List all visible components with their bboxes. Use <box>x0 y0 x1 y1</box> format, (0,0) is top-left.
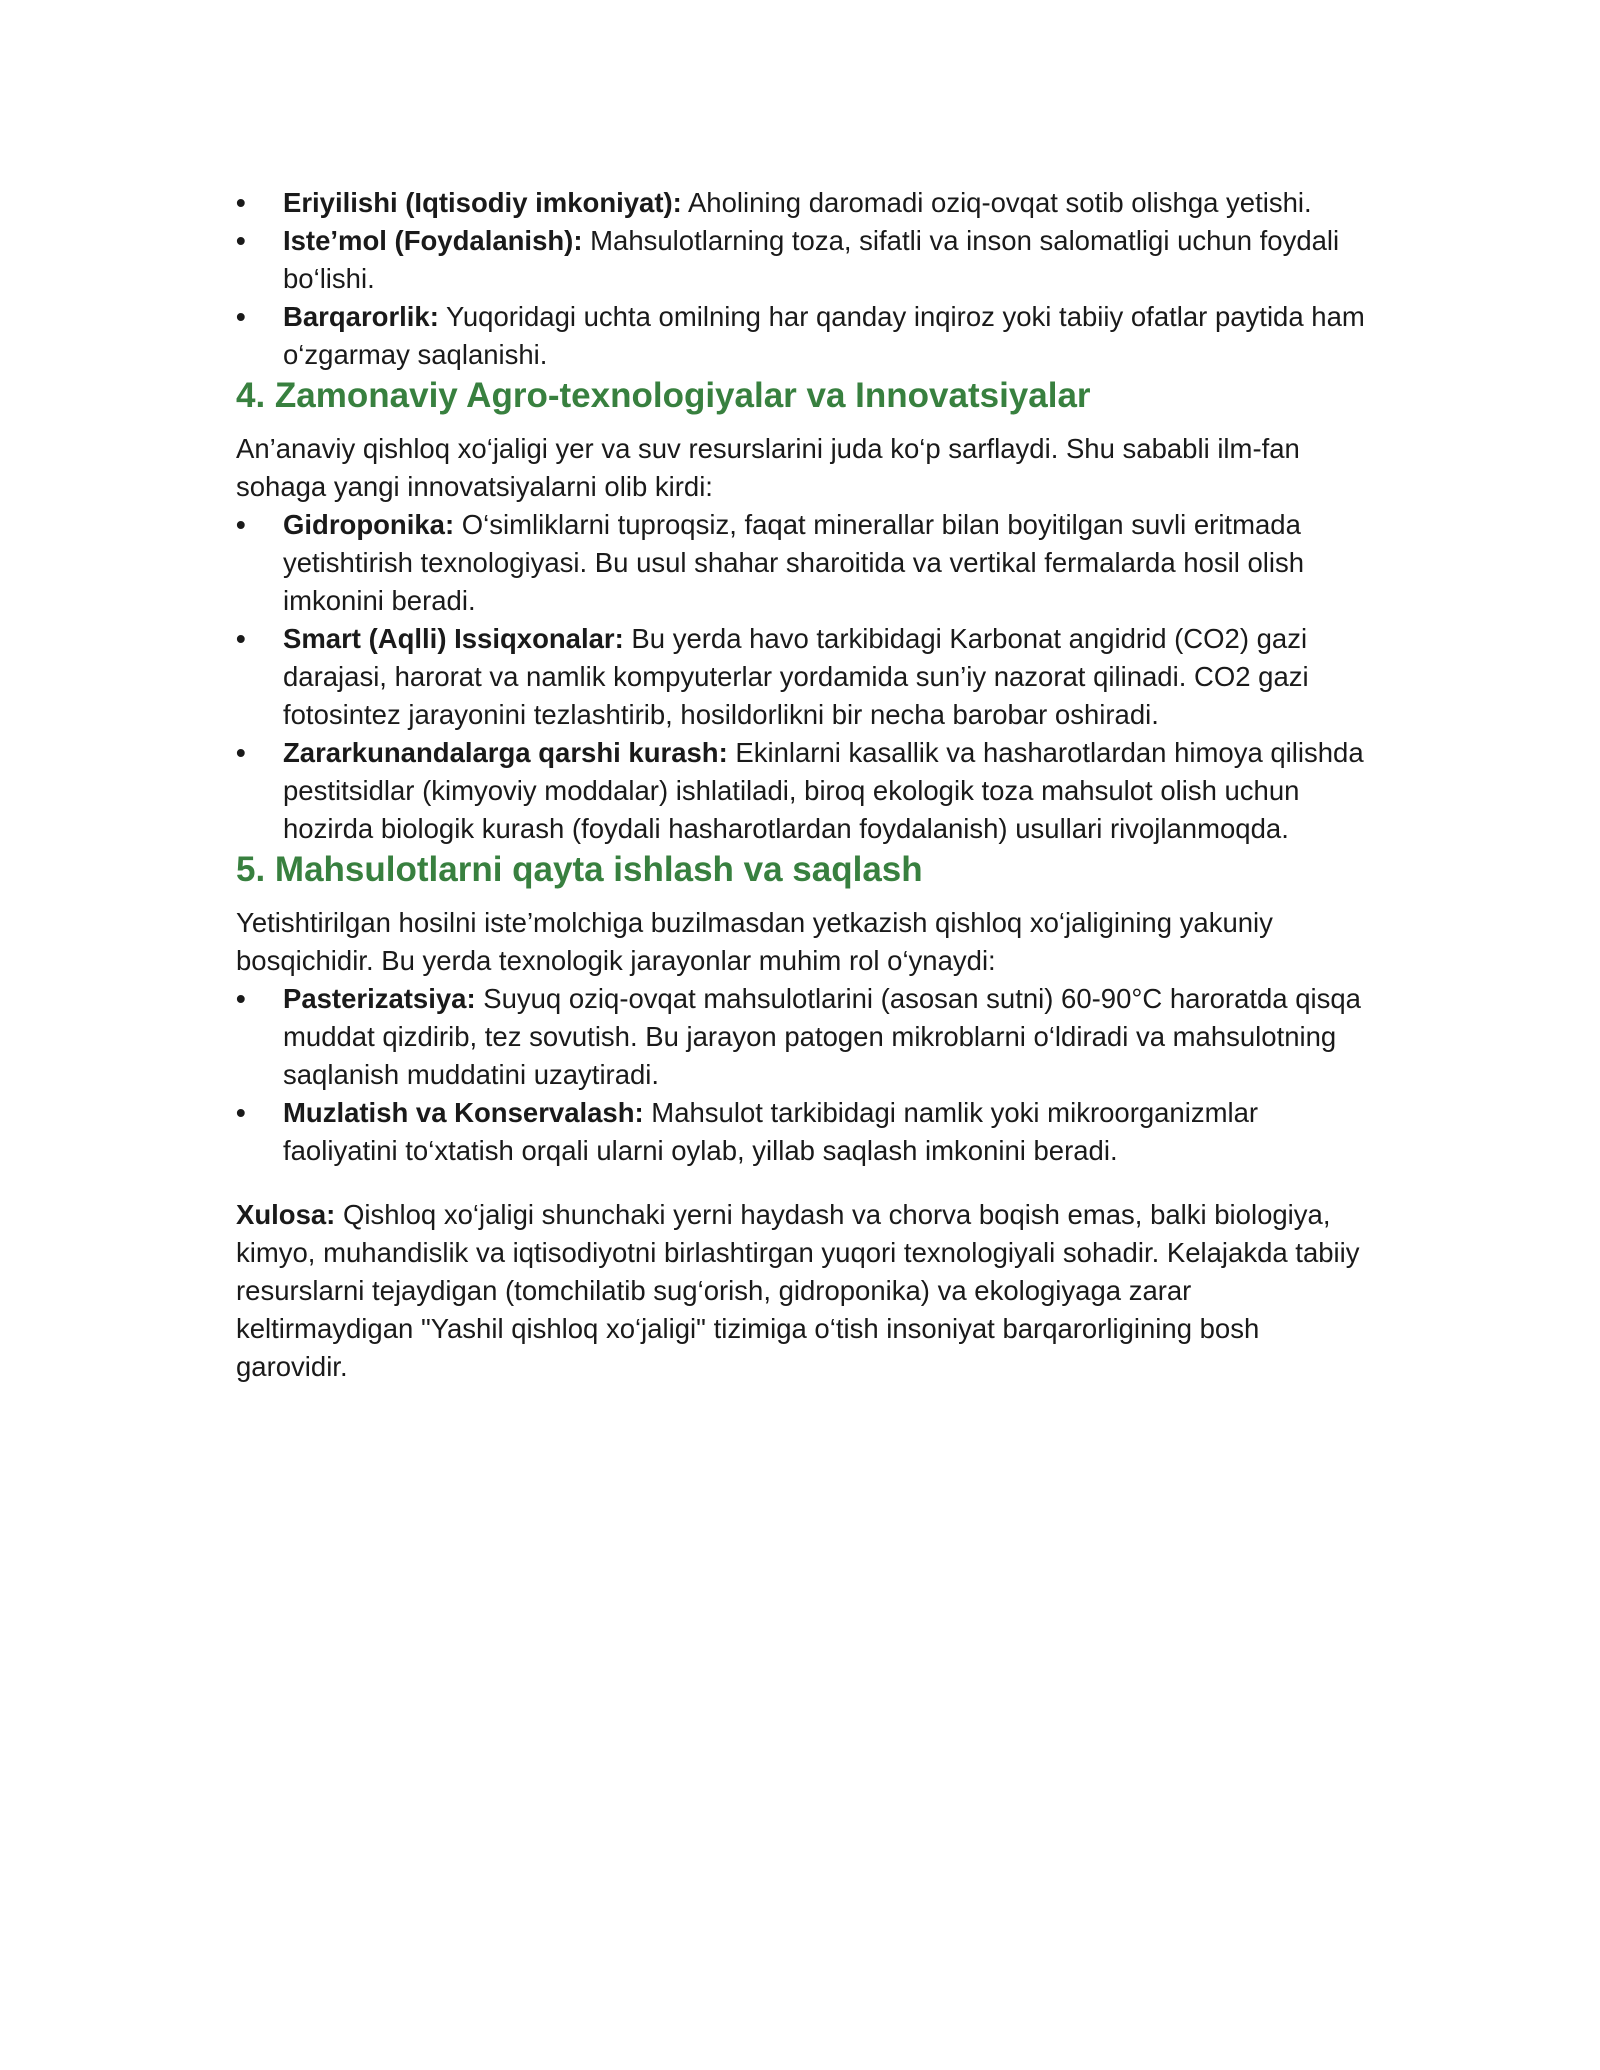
list-item-text: Bu yerda havo tarkibidagi Karbonat angidrid (CO2) gazi darajasi, harorat va namlik kompyuterlar yordamida sun’iy nazorat qilinadi. CO2 gazi fotosintez jarayonini tezlashtirib, hosildorlikni bir necha barobar oshiradi. <box>283 623 1309 730</box>
list-item-term: Muzlatish va Konservalash: <box>283 1097 644 1128</box>
agro-technologies-bullet-list <box>236 506 1371 848</box>
bullet-icon: • <box>236 1097 246 1128</box>
document-page <box>236 184 1371 1386</box>
list-item <box>236 506 1371 620</box>
list-item-text: Yuqoridagi uchta omilning har qanday inqiroz yoki tabiiy ofatlar paytida ham o‘zgarmay saqlanishi. <box>283 301 1365 370</box>
list-item-term: Smart (Aqlli) Issiqxonalar: <box>283 623 624 654</box>
list-item <box>236 980 1371 1094</box>
bullet-icon: • <box>236 225 246 256</box>
conclusion-term: Xulosa: <box>236 1199 336 1230</box>
list-item <box>236 620 1371 734</box>
list-item-text: O‘simliklarni tuproqsiz, faqat minerallar bilan boyitilgan suvli eritmada yetishtirish texnologiyasi. Bu usul shahar sharoitida va vertikal fermalarda hosil olish imkonini beradi. <box>283 509 1305 616</box>
section-heading-processing-storage: 5. Mahsulotlarni qayta ishlash va saqlash <box>236 850 923 889</box>
list-item-text: Mahsulotlarning toza, sifatli va inson salomatligi uchun foydali bo‘lishi. <box>283 225 1340 294</box>
list-item <box>236 184 1371 222</box>
bullet-icon: • <box>236 737 246 768</box>
bullet-icon: • <box>236 509 246 540</box>
list-item-text: Ekinlarni kasallik va hasharotlardan himoya qilishda pestitsidlar (kimyoviy moddalar) ishlatiladi, biroq ekologik toza mahsulot olish uchun hozirda biologik kurash (foydali hasharotlardan foydalanish) usullari rivojlanmoqda. <box>283 737 1364 844</box>
list-item-term: Zararkunandalarga qarshi kurash: <box>283 737 728 768</box>
list-item <box>236 298 1371 374</box>
section-heading-agro-technologies: 4. Zamonaviy Agro-texnologiyalar va Innovatsiyalar <box>236 376 1091 415</box>
list-item-term: Iste’mol (Foydalanish): <box>283 225 583 256</box>
list-item-text: Mahsulot tarkibidagi namlik yoki mikroorganizmlar faoliyatini to‘xtatish orqali ularni oylab, yillab saqlash imkonini beradi. <box>283 1097 1259 1166</box>
bullet-icon: • <box>236 187 246 218</box>
list-item-term: Pasterizatsiya: <box>283 983 476 1014</box>
conclusion-text: Qishloq xo‘jaligi shunchaki yerni haydash va chorva boqish emas, balki biologiya, kimyo, muhandislik va iqtisodiyotni birlashtirgan yuqori texnologiyali sohadir. Kelajakda tabiiy resurslarni tejaydigan (tomchilatib sug‘orish, gidroponika) va ekologiyaga zarar keltirmaydigan "Yashil qishloq xo‘jaligi" tizimiga o‘tish insoniyat barqarorligining bosh garovidir. <box>236 1199 1360 1382</box>
list-item-term: Barqarorlik: <box>283 301 439 332</box>
list-item-text: Suyuq oziq-ovqat mahsulotlarini (asosan sutni) 60-90°C haroratda qisqa muddat qizdirib, tez sovutish. Bu jarayon patogen mikroblarni o‘ldiradi va mahsulotning saqlanish muddatini uzaytiradi. <box>283 983 1361 1090</box>
bullet-icon: • <box>236 623 246 654</box>
conclusion-paragraph <box>236 1196 1371 1386</box>
bullet-icon: • <box>236 983 246 1014</box>
list-item-term: Gidroponika: <box>283 509 455 540</box>
processing-storage-bullet-list <box>236 980 1371 1170</box>
section-intro-paragraph: An’anaviy qishloq xo‘jaligi yer va suv resurslarini juda ko‘p sarflaydi. Shu sababli ilm-fan sohaga yangi innovatsiyalarni olib kirdi: <box>236 433 1300 502</box>
list-item <box>236 222 1371 298</box>
intro-bullet-list <box>236 184 1371 374</box>
list-item-text: Aholining daromadi oziq-ovqat sotib olishga yetishi. <box>681 187 1312 218</box>
list-item <box>236 734 1371 848</box>
section-intro-paragraph: Yetishtirilgan hosilni iste’molchiga buzilmasdan yetkazish qishloq xo‘jaligining yakuniy bosqichidir. Bu yerda texnologik jarayonlar muhim rol o‘ynaydi: <box>236 907 1273 976</box>
bullet-icon: • <box>236 301 246 332</box>
list-item-term: Eriyilishi (Iqtisodiy imkoniyat): <box>283 187 682 218</box>
list-item <box>236 1094 1371 1170</box>
